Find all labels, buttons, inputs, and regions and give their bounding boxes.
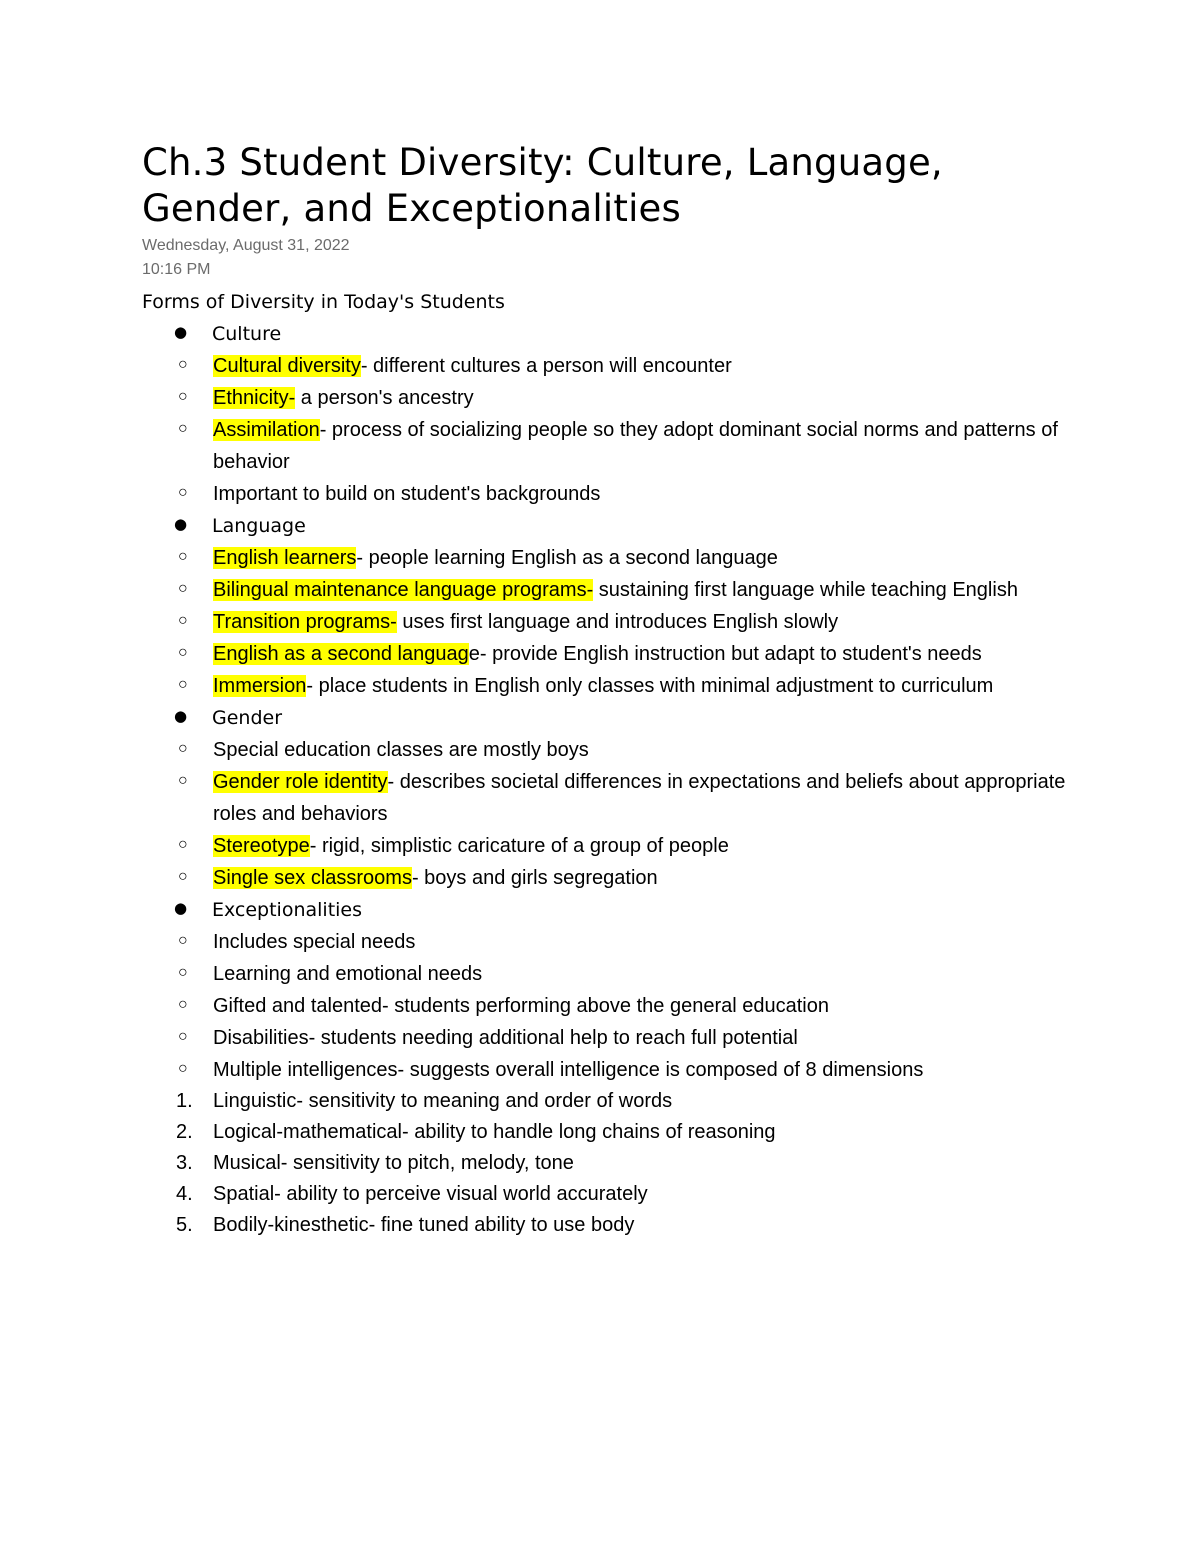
item-number: 5. [176,1214,193,1236]
circle-bullet-icon: ○ [178,996,188,1013]
item-text: sustaining first language while teaching English [593,579,1018,601]
list-item [142,414,1072,478]
list-item [142,830,1072,862]
numbered-item [142,1148,1072,1179]
list-item [142,734,1072,766]
circle-bullet-icon: ○ [178,580,188,597]
list-item [142,766,1072,830]
topic-list [142,318,1072,1241]
highlighted-term: Bilingual maintenance language programs- [213,579,594,601]
numbered-item [142,1117,1072,1148]
circle-bullet-icon: ○ [178,612,188,629]
note-date: Wednesday, August 31, 2022 [142,237,350,254]
item-text: - boys and girls segregation [411,867,658,889]
circle-bullet-icon: ○ [178,836,188,853]
list-item [142,542,1072,574]
highlighted-term: Transition programs- [213,611,397,633]
topic-item-gender [142,702,1072,894]
list-item [142,1054,1072,1241]
circle-bullet-icon: ○ [178,644,188,661]
circle-bullet-icon: ○ [178,388,188,405]
item-text: uses first language and introduces English slowly [396,611,839,633]
item-text: Gifted and talented- students performing above the general education [213,995,829,1017]
circle-bullet-icon: ○ [178,1028,188,1045]
circle-bullet-icon: ○ [178,740,188,757]
item-text: - different cultures a person will encounter [360,355,732,377]
item-text: - describes societal differences in expectations and beliefs about appropriate roles and behaviors [213,771,1066,825]
highlighted-term: Stereotype [213,835,310,857]
highlighted-term: Assimilation [213,419,320,441]
item-text: Linguistic- sensitivity to meaning and order of words [213,1090,673,1112]
highlighted-term: Single sex classrooms [213,867,412,889]
circle-bullet-icon: ○ [178,548,188,565]
list-item [142,958,1072,990]
list-item [142,638,1072,670]
item-text: - place students in English only classes with minimal adjustment to curriculum [306,675,994,697]
item-text: Includes special needs [213,931,416,953]
bullet-icon: ● [174,707,188,725]
item-text: Multiple intelligences- suggests overall intelligence is composed of 8 dimensions [213,1059,924,1081]
subtopic-list [142,734,1072,894]
highlighted-term: English as a second languag [213,643,469,665]
subtopic-list [142,350,1072,510]
circle-bullet-icon: ○ [178,420,188,437]
bullet-icon: ● [174,515,188,533]
item-text: Logical-mathematical- ability to handle long chains of reasoning [213,1121,776,1143]
circle-bullet-icon: ○ [178,932,188,949]
highlighted-term: Cultural diversity [213,355,361,377]
highlighted-term: Gender role identity [213,771,388,793]
item-text: Important to build on student's backgrounds [213,483,601,505]
topic-label: Language [212,515,306,537]
list-item [142,574,1072,606]
list-item [142,478,1072,510]
topic-label: Exceptionalities [212,899,363,921]
item-text: Bodily-kinesthetic- fine tuned ability to use body [213,1214,635,1236]
item-text: Spatial- ability to perceive visual world accurately [213,1183,648,1205]
item-text: - people learning English as a second language [356,547,778,569]
bullet-icon: ● [174,899,188,917]
list-item [142,382,1072,414]
section-heading: Forms of Diversity in Today's Students [142,291,505,313]
circle-bullet-icon: ○ [178,484,188,501]
item-number: 2. [176,1121,193,1143]
item-text: Special education classes are mostly boys [213,739,589,761]
topic-label: Gender [212,707,283,729]
highlighted-term: English learners [213,547,357,569]
topic-label: Culture [212,323,282,345]
circle-bullet-icon: ○ [178,676,188,693]
note-page [142,140,1072,1241]
subtopic-list [142,542,1072,702]
note-time: 10:16 PM [142,261,211,278]
item-text: e- provide English instruction but adapt to student's needs [468,643,982,665]
list-item [142,606,1072,638]
circle-bullet-icon: ○ [178,964,188,981]
numbered-item [142,1210,1072,1241]
item-number: 4. [176,1183,193,1205]
subtopic-list [142,926,1072,1241]
highlighted-term: Ethnicity- [213,387,296,409]
topic-item-culture [142,318,1072,510]
circle-bullet-icon: ○ [178,772,188,789]
list-item [142,1022,1072,1054]
circle-bullet-icon: ○ [178,1060,188,1077]
item-text: - process of socializing people so they adopt dominant social norms and patterns of behavior [213,419,1058,473]
highlighted-term: Immersion [213,675,307,697]
item-text: Musical- sensitivity to pitch, melody, tone [213,1152,574,1174]
item-text: Disabilities- students needing additional help to reach full potential [213,1027,798,1049]
list-item [142,350,1072,382]
circle-bullet-icon: ○ [178,356,188,373]
item-number: 3. [176,1152,193,1174]
item-text: - rigid, simplistic caricature of a group of people [309,835,729,857]
item-number: 1. [176,1090,193,1112]
list-item [142,670,1072,702]
page-title: Ch.3 Student Diversity: Culture, Language, Gender, and Exceptionalities [142,141,943,230]
list-item [142,862,1072,894]
numbered-item [142,1086,1072,1117]
item-text: Learning and emotional needs [213,963,483,985]
topic-item-exceptionalities [142,894,1072,1241]
list-item [142,990,1072,1022]
intelligences-list [142,1086,1072,1241]
item-text: a person's ancestry [295,387,474,409]
list-item [142,926,1072,958]
bullet-icon: ● [174,323,188,341]
circle-bullet-icon: ○ [178,868,188,885]
numbered-item [142,1179,1072,1210]
topic-item-language [142,510,1072,702]
